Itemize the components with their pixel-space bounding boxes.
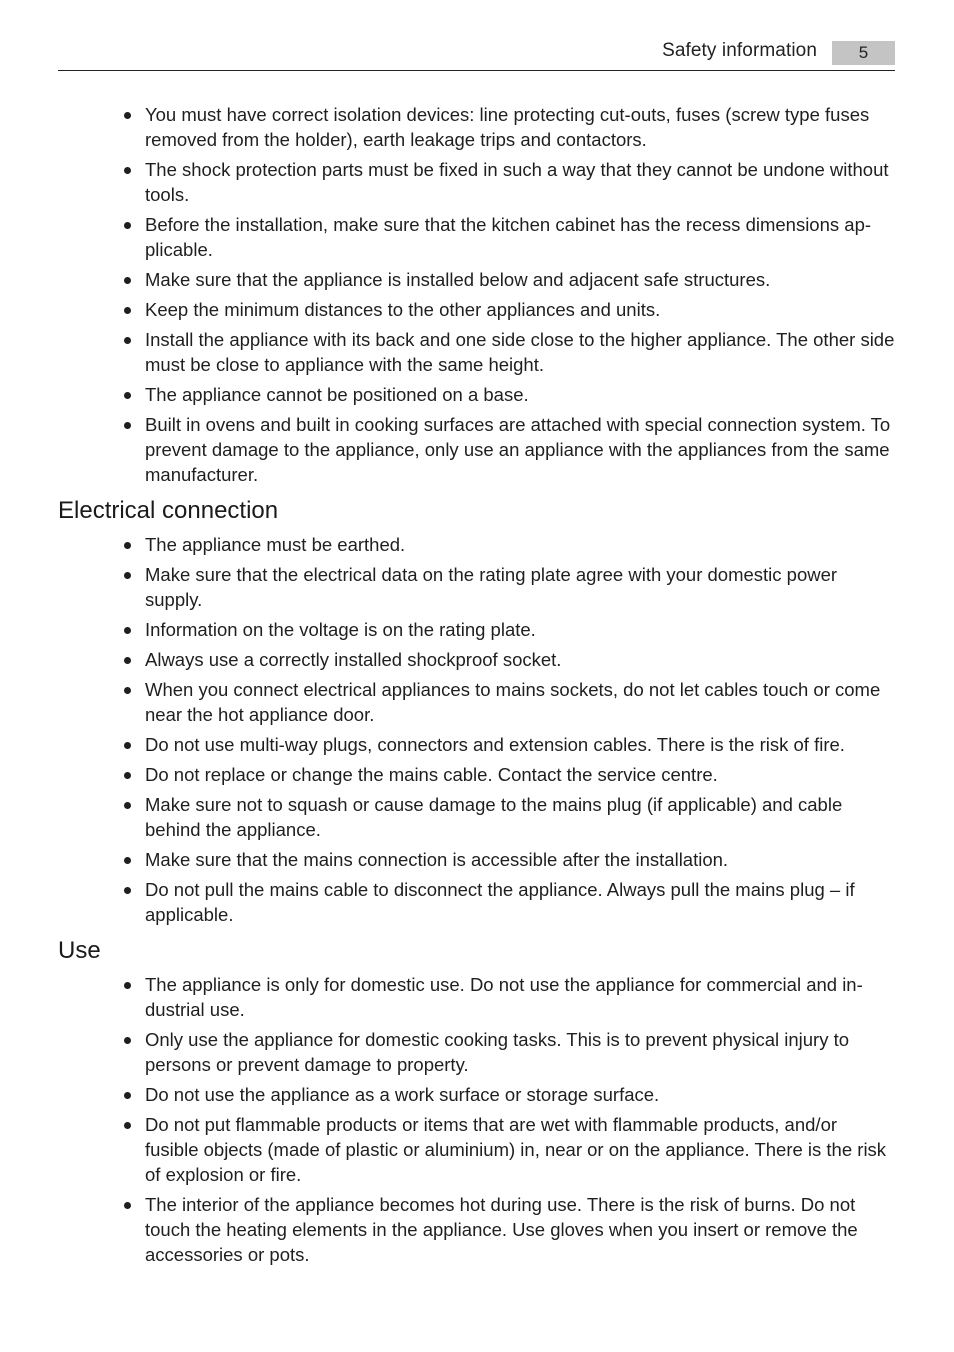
list-item: Do not put flammable products or items that are wet with flammable products, and/or fusible objects (made of plastic or aluminium) in, near or on the appliance. There is the risk of explosion or fire. xyxy=(145,1112,895,1187)
list-item: Do not use the appliance as a work surface or storage surface. xyxy=(145,1082,895,1107)
list-item: Make sure that the electrical data on the rating plate agree with your domestic power supply. xyxy=(145,562,895,612)
list-item: Do not replace or change the mains cable. Contact the service centre. xyxy=(145,762,895,787)
page-content xyxy=(0,102,954,1272)
list-item: Do not use multi-way plugs, connectors and extension cables. There is the risk of fire. xyxy=(145,732,895,757)
list-item: Make sure not to squash or cause damage to the mains plug (if applicable) and cable behind the appliance. xyxy=(145,792,895,842)
list-item: The appliance is only for domestic use. Do not use the appliance for commercial and in-dustrial use. xyxy=(145,972,895,1022)
list-item: Keep the minimum distances to the other appliances and units. xyxy=(145,297,895,322)
list-item: Built in ovens and built in cooking surfaces are attached with special connection system. To prevent damage to the appliance, only use an appliance with the appliances from the same manufacturer. xyxy=(145,412,895,487)
list-item: Do not pull the mains cable to disconnect the appliance. Always pull the mains plug – if applicable. xyxy=(145,877,895,927)
use-list xyxy=(0,972,954,1267)
list-item: Before the installation, make sure that the kitchen cabinet has the recess dimensions ap-plicable. xyxy=(145,212,895,262)
list-item: Install the appliance with its back and one side close to the higher appliance. The other side must be close to appliance with the same height. xyxy=(145,329,895,375)
list-item: Make sure that the appliance is installed below and adjacent safe structures. xyxy=(145,267,895,292)
list-item: Information on the voltage is on the rating plate. xyxy=(145,617,895,642)
list-item: The shock protection parts must be fixed in such a way that they cannot be undone without tools. xyxy=(145,157,895,207)
list-item: Only use the appliance for domestic cooking tasks. This is to prevent physical injury to persons or prevent damage to property. xyxy=(145,1027,895,1077)
list-item: When you connect electrical appliances to mains sockets, do not let cables touch or come near the hot appliance door. xyxy=(145,677,895,727)
list-item: The appliance must be earthed. xyxy=(145,532,895,557)
installation-list xyxy=(0,102,954,487)
section-heading-electrical: Electrical connection xyxy=(58,497,279,524)
list-item: The appliance cannot be positioned on a base. xyxy=(145,382,895,407)
list-item: Make sure that the mains connection is accessible after the installation. xyxy=(145,847,895,872)
page-header xyxy=(58,38,895,71)
electrical-list xyxy=(0,532,954,927)
list-item: Always use a correctly installed shockproof socket. xyxy=(145,647,895,672)
list-item: The interior of the appliance becomes hot during use. There is the risk of burns. Do not touch the heating elements in the appliance. Use gloves when you insert or remove the accessories or pots. xyxy=(145,1192,895,1267)
header-title: Safety information xyxy=(662,40,817,61)
list-item: You must have correct isolation devices: line protecting cut-outs, fuses (screw type fuses removed from the holder), earth leakage trips and contactors. xyxy=(145,102,895,152)
section-heading-use: Use xyxy=(58,937,101,964)
page-number: 5 xyxy=(832,41,895,65)
